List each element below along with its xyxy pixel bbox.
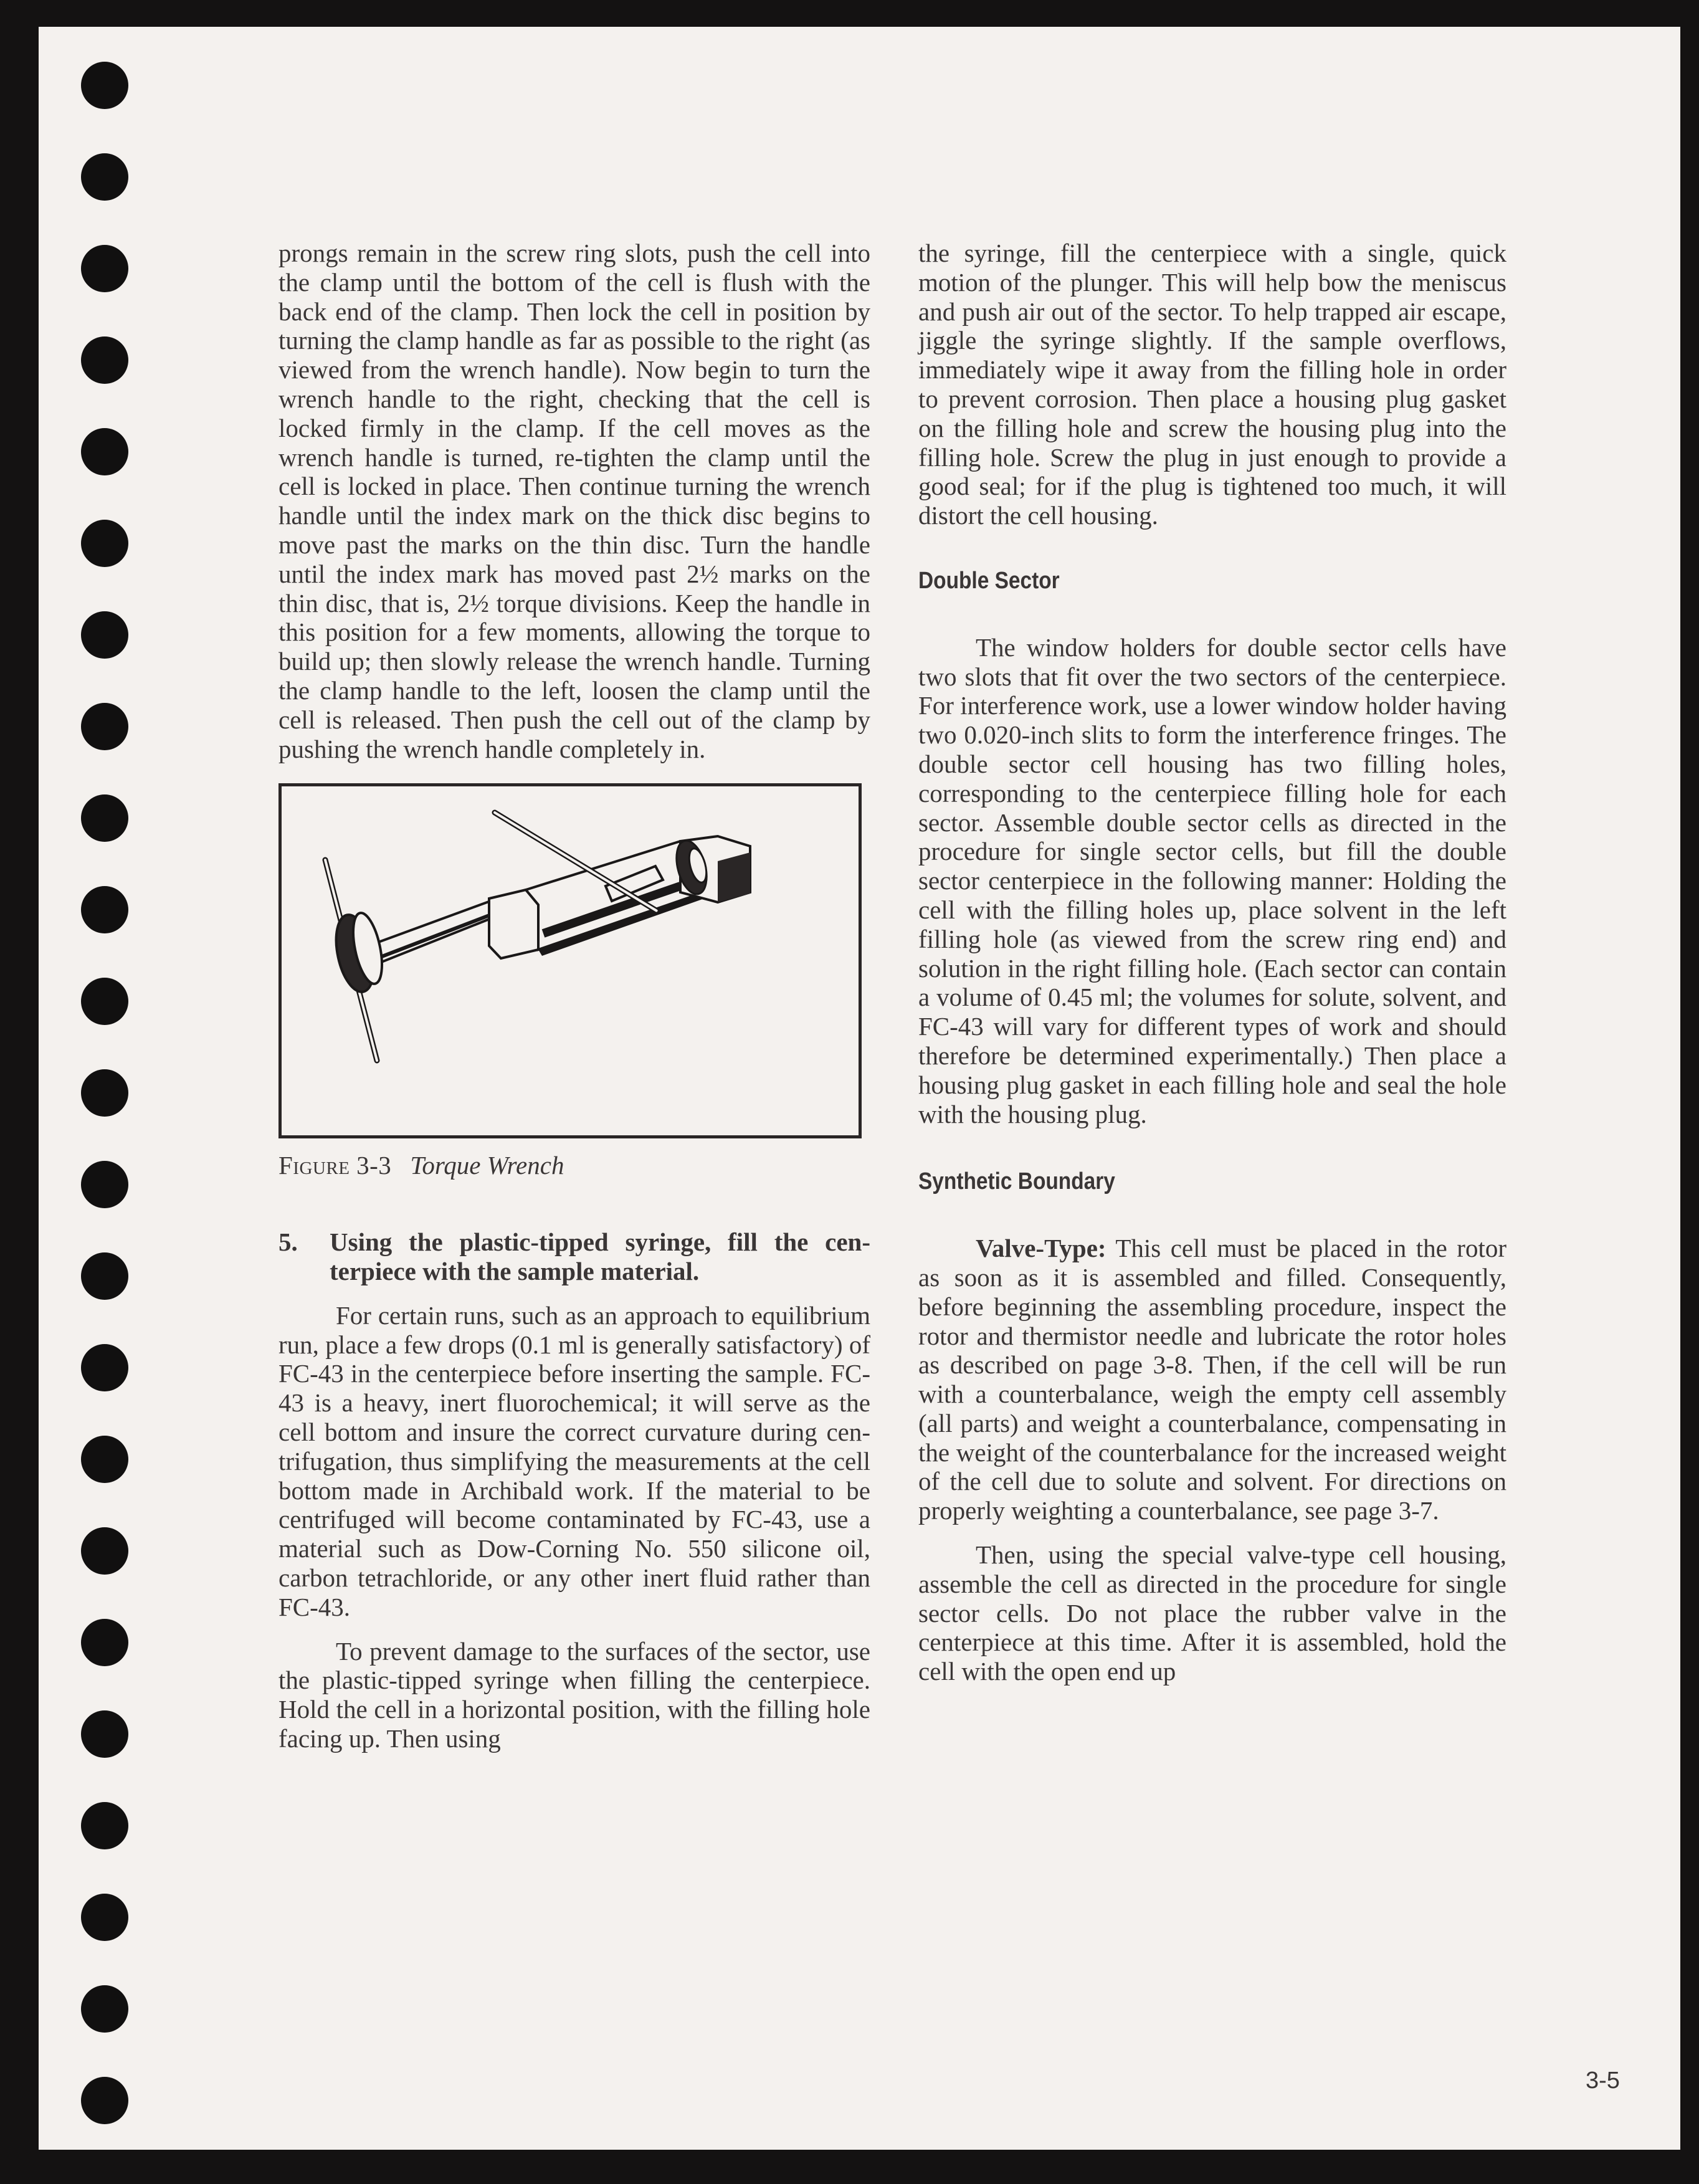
binder-hole xyxy=(81,1985,128,2033)
body-paragraph: To prevent damage to the surfaces of the sector, use the plastic-tipped syringe when filling the centerpiece. Hold the cell in a horizontal position, with the filling hole facing up. Then using xyxy=(278,1636,870,1753)
binder-hole xyxy=(81,153,128,201)
torque-wrench-illustration xyxy=(282,786,859,1135)
page-number: 3-5 xyxy=(1586,2067,1620,2094)
body-paragraph xyxy=(918,1234,1506,1525)
binder-hole xyxy=(81,978,128,1025)
procedure-step-5 xyxy=(278,1228,870,1286)
binder-hole xyxy=(81,1252,128,1300)
lead-in-label: Valve-Type: xyxy=(976,1234,1106,1263)
left-column xyxy=(278,239,870,1753)
figure-3-3 xyxy=(278,783,862,1138)
step-number: 5. xyxy=(278,1228,298,1257)
binder-hole xyxy=(81,611,128,659)
binder-hole xyxy=(81,1527,128,1575)
section-heading-synthetic-boundary: Synthetic Boundary xyxy=(918,1168,1115,1195)
binder-hole xyxy=(81,1161,128,1208)
binder-hole xyxy=(81,1069,128,1117)
figure-caption xyxy=(278,1151,870,1180)
binder-hole xyxy=(81,62,128,109)
body-paragraph: The window holders for double sector cells have two slots that fit over the two sectors of the centerpiece. For interference work, use a lower window holder having two 0.020-inch slits to form the interference fringes. The double sector cell housing has two filling holes, corresponding to the centerpiece filling hole for each sector. Assemble double sector cells as directed in the procedure for single sector cells, but fill the double sector centerpiece in the following manner: Holding the cell with the filling holes up, place solvent in the left filling hole (as viewed from the screw ring end) and solution in the right filling hole. (Each sector can contain a volume of 0.45 ml; the volumes for solute, solvent, and FC-43 will vary for different types of work and should therefore be determined experimentally.) Then place a housing plug gasket in each filling hole and seal the hole with the housing plug. xyxy=(918,632,1506,1128)
binder-hole xyxy=(81,245,128,292)
binder-hole xyxy=(81,886,128,933)
body-paragraph: For certain runs, such as an approach to equilibrium run, place a few drops (0.1 ml is generally satisfactory) of FC-43 in the centerpiece before inserting the sample. FC-43 is a heavy, inert fluorochemical; it will serve as the cell bottom and insure the correct curvature during centrifugation, thus simplifying the measurements at the cell bottom made in Archibald work. If the material to be centrifuged will become contaminated by FC-43, use a material such as Dow-Corning No. 550 silicone oil, carbon tetrachloride, or any other inert fluid rather than FC-43. xyxy=(278,1300,870,1621)
manual-page xyxy=(39,27,1680,2150)
binder-hole xyxy=(81,1436,128,1483)
body-paragraph: the syringe, fill the centerpiece with a single, quick motion of the plunger. This will help bow the meniscus and push air out of the sector. To help trapped air escape, jiggle the syringe slightly. If the sample overflows, immediately wipe it away from the filling hole in order to prevent corrosion. Then place a housing plug gasket on the filling hole and screw the housing plug into the filling hole. Screw the plug in just enough to provide a good seal; for if the plug is tightened too much, it will distort the cell housing. xyxy=(918,239,1506,530)
step-text: Using the plastic-tipped syringe, fill the centerpiece with the sample material. xyxy=(330,1228,870,1285)
body-paragraph: Then, using the special valve-type cell housing, assemble the cell as directed in the procedure for single sector cells. Do not place the rubber valve in the centerpiece at this time. After it is assembled, hold the cell with the open end up xyxy=(918,1540,1506,1686)
binder-hole xyxy=(81,428,128,475)
binder-hole xyxy=(81,2077,128,2124)
binder-hole xyxy=(81,336,128,384)
figure-title: Torque Wrench xyxy=(410,1151,564,1180)
binder-hole xyxy=(81,1802,128,1849)
figure-label: Figure 3-3 xyxy=(278,1151,392,1180)
section-heading-double-sector: Double Sector xyxy=(918,567,1060,594)
binder-hole xyxy=(81,520,128,567)
paragraph-text: This cell must be placed in the rotor as soon as it is assembled and filled. Consequently, before beginning the assembling procedure, inspect the rotor and thermistor needle and lubricate the rotor holes as described on page 3-8. Then, if the cell will be run with a counterbalance, weigh the empty cell assembly (all parts) and weight a counterbalance, compensating in the weight of the counterbalance for the increased weight of the cell due to solute and solvent. For directions on properly weighting a counterbalance, see page 3-7. xyxy=(918,1234,1506,1525)
binder-hole xyxy=(81,794,128,842)
binder-hole xyxy=(81,1344,128,1391)
binder-hole xyxy=(81,1710,128,1758)
binder-hole xyxy=(81,1619,128,1666)
body-paragraph: prongs remain in the screw ring slots, push the cell into the clamp until the bottom of the cell is flush with the back end of the clamp. Then lock the cell in position by turning the clamp handle as far as possible to the right (as viewed from the wrench handle). Now begin to turn the wrench handle to the right, checking that the cell is locked firmly in the clamp. If the cell moves as the wrench handle is turned, re-tighten the clamp until the cell is locked in place. Then continue turning the wrench handle until the index mark on the thick disc begins to move past the marks on the thin disc. Turn the handle until the index mark has moved past 2½ marks on the thin disc, that is, 2½ torque divisions. Keep the handle in this position for a few moments, allowing the torque to build up; then slowly release the wrench handle. Turning the clamp handle to the left, loosen the clamp until the cell is released. Then push the cell out of the clamp by pushing the wrench handle completely in. xyxy=(278,239,870,763)
right-column xyxy=(918,239,1506,1686)
binder-hole xyxy=(81,1894,128,1941)
binder-hole xyxy=(81,703,128,750)
